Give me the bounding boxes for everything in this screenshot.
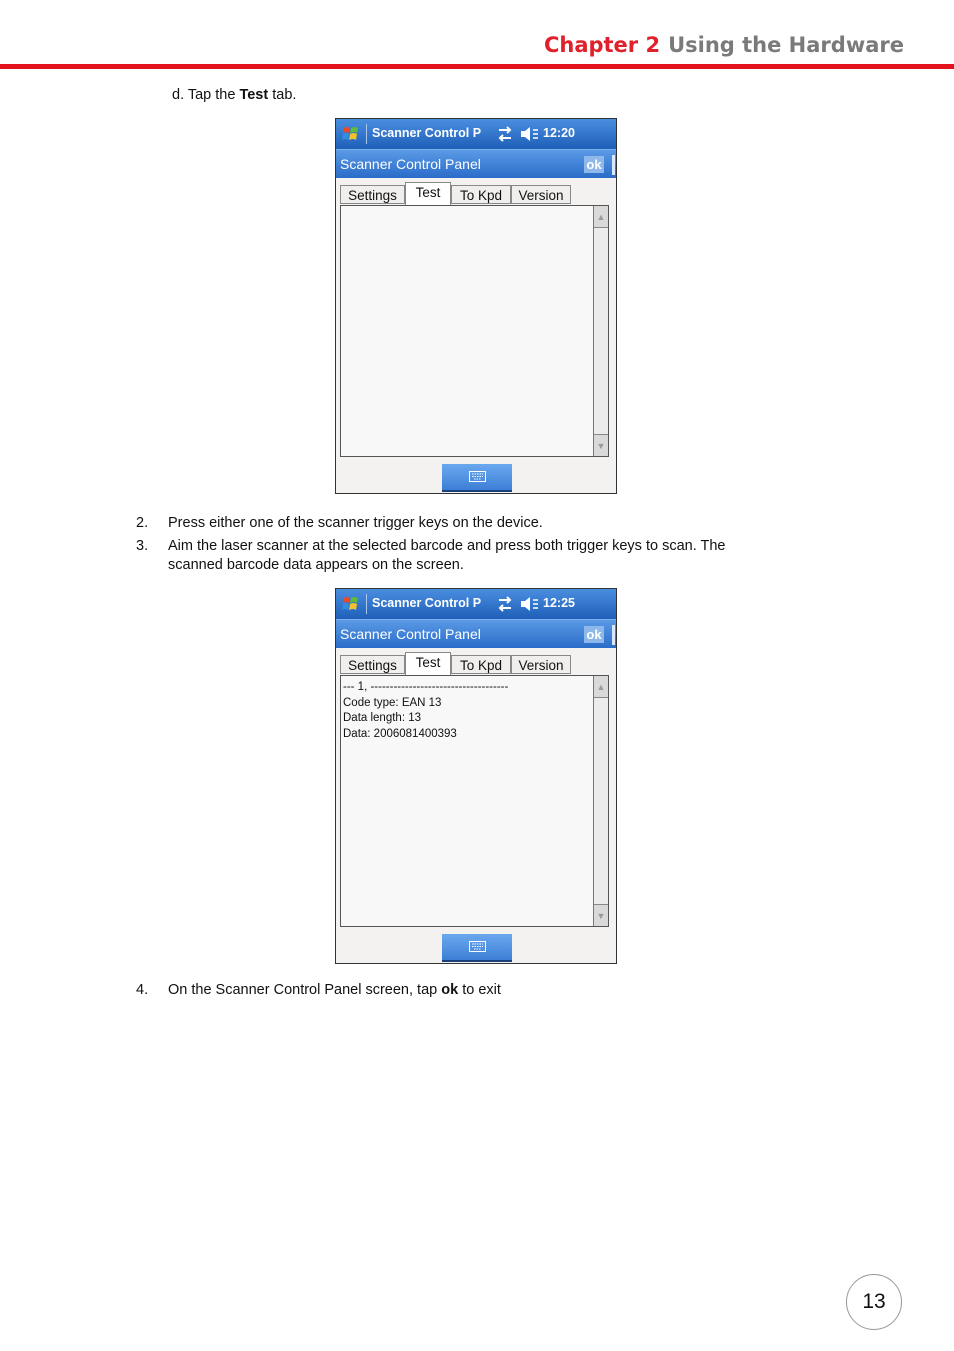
scroll-up-arrow-icon[interactable]: ▲ xyxy=(594,206,608,228)
ok-button[interactable]: ok xyxy=(584,156,604,173)
title-separator xyxy=(366,124,367,144)
step-d-suffix: tab. xyxy=(268,87,297,103)
chapter-heading xyxy=(544,33,904,57)
windows-start-icon[interactable] xyxy=(341,124,361,144)
clock[interactable]: 12:25 xyxy=(543,596,575,610)
scrollbar[interactable] xyxy=(593,206,608,456)
step-d xyxy=(172,86,296,105)
panel-title-bar xyxy=(336,619,616,648)
panel-title: Scanner Control Panel xyxy=(340,626,481,642)
step-4-suffix: to exit xyxy=(458,982,501,998)
page-number: 13 xyxy=(846,1274,902,1330)
ok-button[interactable]: ok xyxy=(584,626,604,643)
menu-bar xyxy=(336,933,616,963)
connectivity-icon[interactable] xyxy=(496,124,514,144)
tab-to-kpd[interactable]: To Kpd xyxy=(451,185,511,204)
tab-to-kpd[interactable]: To Kpd xyxy=(451,655,511,674)
keyboard-icon xyxy=(469,471,486,482)
app-title: Scanner Control P xyxy=(372,126,482,140)
tab-settings[interactable]: Settings xyxy=(340,185,405,204)
header-rule xyxy=(0,64,954,69)
step-4-prefix: On the Scanner Control Panel screen, tap xyxy=(168,982,442,998)
tab-settings[interactable]: Settings xyxy=(340,655,405,674)
keyboard-button[interactable] xyxy=(442,934,512,962)
tab-test[interactable]: Test xyxy=(405,182,451,205)
scan-output-text xyxy=(343,680,591,742)
chapter-label: Chapter 2 xyxy=(543,33,661,57)
output-line: --- 1, ------------------------------------ xyxy=(343,681,509,693)
output-line: Code type: EAN 13 xyxy=(343,696,442,709)
scan-output-area[interactable] xyxy=(340,675,609,927)
tab-strip xyxy=(340,653,610,675)
keyboard-button[interactable] xyxy=(442,464,512,492)
panel-title: Scanner Control Panel xyxy=(340,156,481,172)
step-4-text xyxy=(168,981,501,1000)
step-2-number: 2. xyxy=(136,515,149,531)
tab-strip xyxy=(340,183,610,205)
navigation-bar xyxy=(336,119,616,149)
step-4-bold: ok xyxy=(441,982,459,998)
output-line: Data length: 13 xyxy=(343,712,422,724)
step-2-text: Press either one of the scanner trigger keys on the device. xyxy=(168,515,543,531)
connectivity-icon[interactable] xyxy=(496,594,514,614)
scrollbar[interactable] xyxy=(593,676,608,926)
device-screenshot-1 xyxy=(335,118,617,494)
output-line: Data: 2006081400393 xyxy=(343,727,457,740)
step-d-bold: Test xyxy=(239,87,269,103)
step-d-prefix: d. Tap the xyxy=(172,87,240,103)
step-4-number: 4. xyxy=(136,982,149,998)
app-title: Scanner Control P xyxy=(372,596,482,610)
title-separator xyxy=(366,594,367,614)
menu-bar xyxy=(336,463,616,493)
tab-test[interactable]: Test xyxy=(405,652,451,675)
step-3-number: 3. xyxy=(136,538,149,554)
scan-output-area[interactable] xyxy=(340,205,609,457)
title-edge xyxy=(612,625,615,645)
speaker-icon[interactable] xyxy=(518,124,540,144)
keyboard-icon xyxy=(469,941,486,952)
scroll-down-arrow-icon[interactable]: ▼ xyxy=(594,904,608,926)
scroll-down-arrow-icon[interactable]: ▼ xyxy=(594,434,608,456)
navigation-bar xyxy=(336,589,616,619)
clock[interactable]: 12:20 xyxy=(543,126,575,140)
title-edge xyxy=(612,155,615,175)
panel-title-bar xyxy=(336,149,616,178)
scroll-up-arrow-icon[interactable]: ▲ xyxy=(594,676,608,698)
tab-version[interactable]: Version xyxy=(511,185,571,204)
section-title: Using the Hardware xyxy=(668,33,904,57)
step-3-line-2: scanned barcode data appears on the screen. xyxy=(168,557,464,573)
tab-version[interactable]: Version xyxy=(511,655,571,674)
speaker-icon[interactable] xyxy=(518,594,540,614)
step-3-line-1: Aim the laser scanner at the selected barcode and press both trigger keys to scan. The xyxy=(168,538,726,554)
windows-start-icon[interactable] xyxy=(341,594,361,614)
device-screenshot-2 xyxy=(335,588,617,964)
